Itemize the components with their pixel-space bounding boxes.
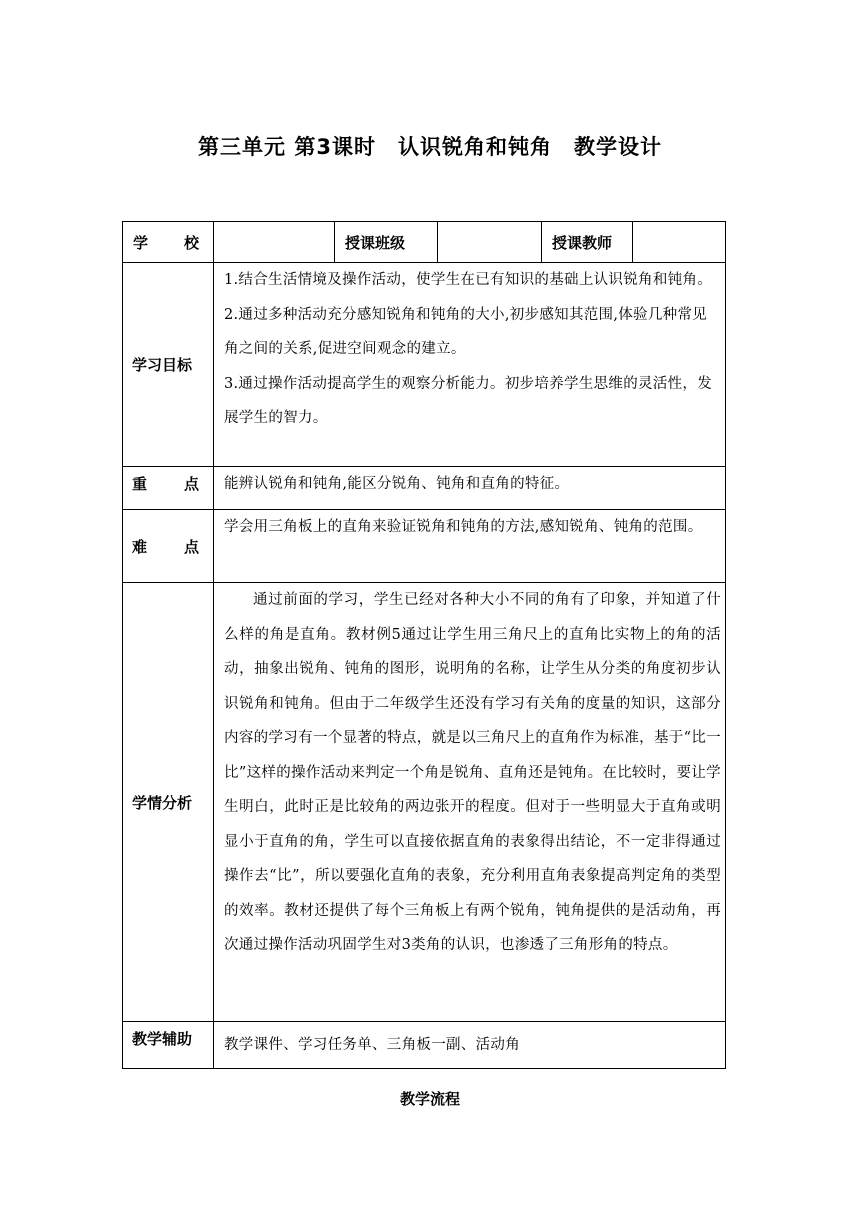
goal-item: 3.通过操作活动提高学生的观察分析能力。初步培养学生思维的灵活性，发展学生的智力。 (224, 375, 713, 426)
key-point-row (123, 467, 726, 510)
teacher-value-cell (633, 222, 726, 263)
key-point-label: 重 点 (123, 467, 214, 510)
difficulty-row (123, 510, 726, 583)
aids-row (123, 1022, 726, 1069)
goals-content (214, 263, 726, 467)
class-value-cell (438, 222, 542, 263)
school-label: 学 校 (123, 222, 214, 263)
page-title: 第三单元 第3课时 认识锐角和钝角 教学设计 (198, 135, 662, 159)
goals-label: 学习目标 (123, 263, 214, 467)
difficulty-label: 难 点 (123, 510, 214, 583)
analysis-row (123, 583, 726, 1022)
goal-item: 2.通过多种活动充分感知锐角和钝角的大小,初步感知其范围,体验几种常见角之间的关系,促进空间观念的建立。 (224, 306, 708, 357)
header-row (123, 222, 726, 263)
goal-item: 1.结合生活情境及操作活动，使学生在已有知识的基础上认识锐角和钝角。 (224, 272, 713, 288)
lesson-info-table (122, 221, 726, 1069)
goals-row (123, 263, 726, 467)
difficulty-text: 学会用三角板上的直角来验证锐角和钝角的方法,感知锐角、钝角的范围。 (214, 510, 726, 583)
teacher-label: 授课教师 (542, 222, 633, 263)
class-label: 授课班级 (335, 222, 438, 263)
analysis-label: 学情分析 (123, 583, 214, 1022)
aids-label: 教学辅助 (123, 1022, 214, 1069)
aids-text: 教学课件、学习任务单、三角板一副、活动角 (214, 1022, 726, 1069)
teaching-flow-heading: 教学流程 (399, 1090, 460, 1108)
key-point-text: 能辨认锐角和钝角,能区分锐角、钝角和直角的特征。 (214, 467, 726, 510)
analysis-text: 通过前面的学习，学生已经对各种大小不同的角有了印象，并知道了什么样的角是直角。教材例5通过让学生用三角尺上的直角比实物上的角的活动，抽象出锐角、钝角的图形，说明角的名称，让学生从分类的角度初步认识锐角和钝角。但由于二年级学生还没有学习有关角的度量的知识，这部分内容的学习有一个显著的特点，就是以三角尺上的直角作为标准，基于“比一比”这样的操作活动来判定一个角是锐角、直角还是钝角。在比较时，要让学生明白，此时正是比较角的两边张开的程度。但对于一些明显大于直角或明显小于直角的角，学生可以直接依据直角的表象得出结论，不一定非得通过操作去“比”，所以要强化直角的表象，充分利用直角表象提高判定角的类型的效率。教材还提供了每个三角板上有两个锐角，钝角提供的是活动角，再次通过操作活动巩固学生对3类角的认识，也渗透了三角形角的特点。 (214, 583, 726, 1022)
school-value-cell (214, 222, 335, 263)
